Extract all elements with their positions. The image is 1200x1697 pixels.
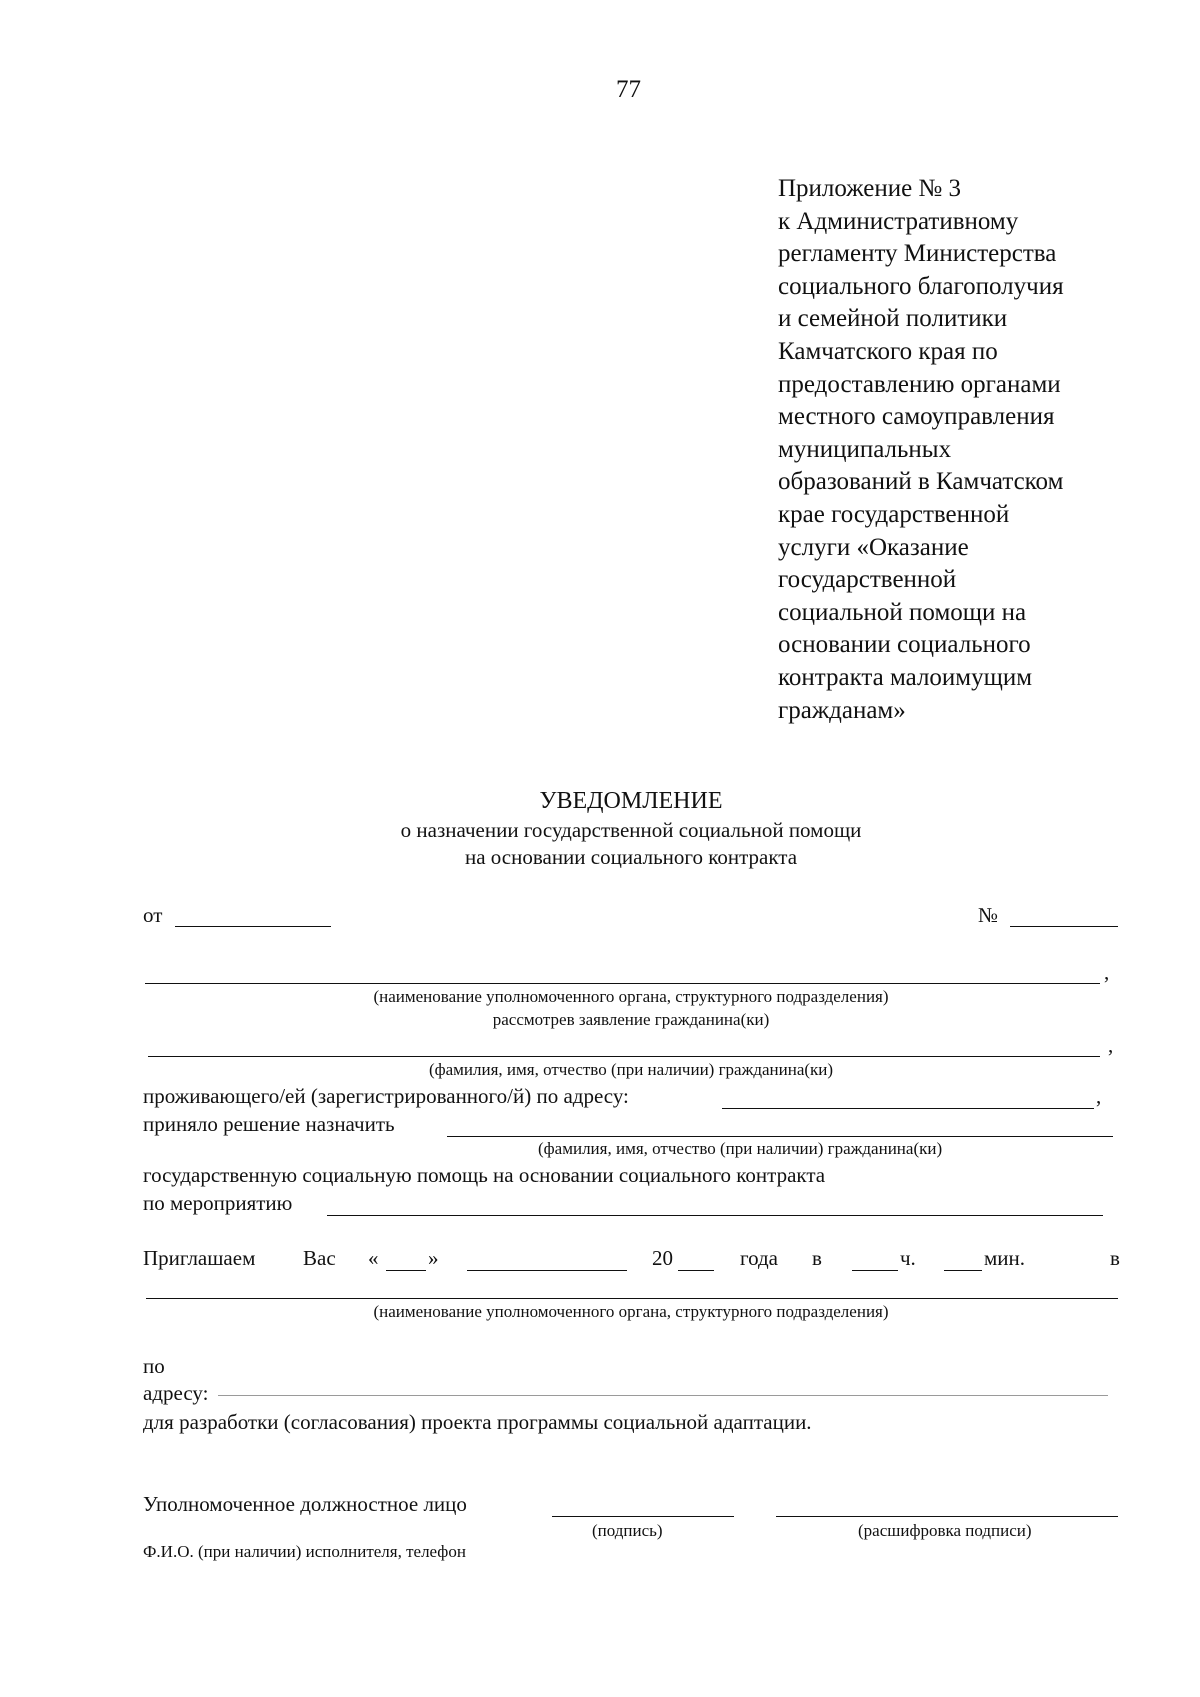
in-word: в	[812, 1246, 822, 1270]
in-word-2: в	[1110, 1246, 1120, 1270]
appendix-line: Приложение № 3	[778, 175, 962, 202]
decided-text: приняло решение назначить	[143, 1112, 395, 1136]
caption-citizen-2: (фамилия, имя, отчество (при наличии) гражданина(ки)	[538, 1139, 943, 1158]
document-subtitle-1: о назначении государственной социальной помощи	[400, 818, 862, 842]
month-field-line[interactable]	[467, 1270, 627, 1271]
appendix-line: к Административному	[778, 207, 1019, 235]
page-number: 77	[616, 76, 641, 103]
document-title: УВЕДОМЛЕНИЕ	[539, 788, 723, 814]
citizen-name-line[interactable]	[148, 1056, 1100, 1057]
official-label: Уполномоченное должностное лицо	[143, 1492, 467, 1516]
appendix-line: гражданам»	[778, 696, 906, 724]
hour-word: ч.	[900, 1246, 916, 1270]
caption-citizen: (фамилия, имя, отчество (при наличии) гражданина(ки)	[428, 1060, 834, 1079]
comma: ,	[1108, 1033, 1114, 1057]
comma: ,	[1096, 1084, 1102, 1108]
purpose-text: для разработки (согласования) проекта программы социальной адаптации.	[143, 1410, 812, 1434]
signature-decode-line[interactable]	[776, 1516, 1118, 1517]
number-field-line[interactable]	[1010, 926, 1118, 927]
caption-authority-2: (наименование уполномоченного органа, структурного подразделения)	[373, 1302, 889, 1321]
considered-application-text: рассмотрев заявление гражданина(ки)	[492, 1010, 770, 1029]
appendix-line: основании социального	[778, 631, 1031, 659]
appendix-line: Камчатского края по	[778, 337, 998, 365]
comma: ,	[1104, 960, 1110, 984]
appendix-line: государственной	[778, 566, 957, 594]
appendix-line: контракта малоимущим	[778, 663, 1033, 691]
executor-text: Ф.И.О. (при наличии) исполнителя, телефон	[143, 1542, 466, 1561]
hour-field-line[interactable]	[852, 1270, 898, 1271]
date-field-line[interactable]	[175, 926, 331, 927]
authority-name-line[interactable]	[145, 983, 1100, 984]
quote-close: »	[428, 1246, 439, 1270]
caption-signature-decode: (расшифровка подписи)	[858, 1521, 1032, 1540]
at-word: по	[143, 1354, 165, 1378]
address-line[interactable]	[722, 1108, 1094, 1109]
document-subtitle-2: на основании социального контракта	[464, 845, 798, 869]
appendix-line: предоставлению органами	[778, 370, 1061, 398]
appendix-line: крае государственной	[778, 500, 1010, 528]
address-word: адресу:	[143, 1381, 209, 1405]
invite-word: Приглашаем	[143, 1246, 256, 1270]
recipient-name-line[interactable]	[447, 1136, 1113, 1137]
appendix-line: и семейной политики	[778, 305, 1008, 333]
caption-signature: (подпись)	[592, 1521, 663, 1540]
you-word: Вас	[303, 1246, 336, 1270]
minute-field-line[interactable]	[944, 1270, 982, 1271]
appendix-line: муниципальных	[778, 435, 952, 463]
event-text: по мероприятию	[143, 1191, 293, 1215]
minute-word: мин.	[984, 1246, 1026, 1270]
appendix-line: социального благополучия	[778, 272, 1064, 300]
day-field-line[interactable]	[386, 1270, 426, 1271]
appendix-line: услуги «Оказание	[778, 533, 969, 561]
appendix-line: образований в Камчатском	[778, 468, 1064, 496]
quote-open: «	[368, 1246, 379, 1270]
meeting-address-line[interactable]	[218, 1395, 1108, 1396]
event-line[interactable]	[327, 1215, 1103, 1216]
authority-name-line-2[interactable]	[146, 1298, 1118, 1299]
appendix-note	[778, 173, 1178, 727]
residing-text: проживающего/ей (зарегистрированного/й) по адресу:	[143, 1084, 629, 1108]
number-label: №	[978, 903, 999, 927]
caption-authority: (наименование уполномоченного органа, структурного подразделения)	[373, 987, 889, 1006]
appendix-line: регламенту Министерства	[778, 240, 1057, 268]
signature-line[interactable]	[552, 1516, 734, 1517]
assistance-text: государственную социальную помощь на основании социального контракта	[143, 1163, 826, 1187]
year-field-line[interactable]	[678, 1270, 714, 1271]
year-word: года	[740, 1246, 778, 1270]
appendix-line: местного самоуправления	[778, 403, 1055, 431]
appendix-line: социальной помощи на	[778, 598, 1027, 626]
from-label: от	[143, 903, 163, 927]
year-prefix: 20	[652, 1246, 673, 1270]
